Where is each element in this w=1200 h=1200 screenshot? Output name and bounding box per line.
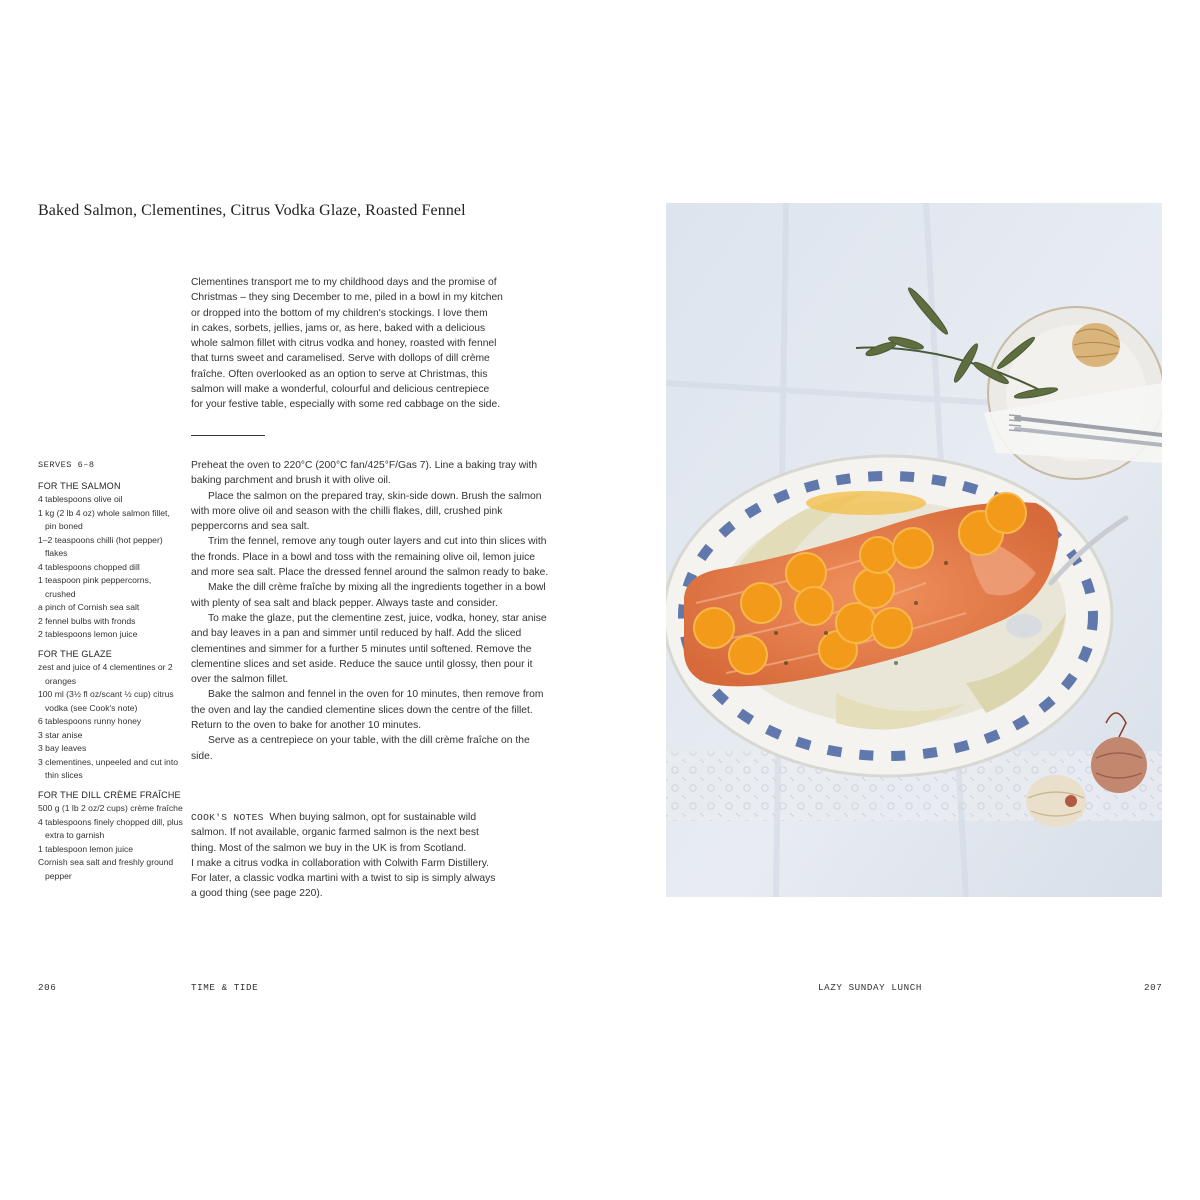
ingredient-item: 1–2 teaspoons chilli (hot pepper) flakes xyxy=(38,534,163,558)
ingredient-item: 6 tablespoons runny honey xyxy=(38,716,142,726)
ingredient-item: 500 g (1 lb 2 oz/2 cups) crème fraîche xyxy=(38,803,183,813)
method-paragraph: Trim the fennel, remove any tough outer layers and cut into thin slices with the fronds. Place in a bowl and toss with the remaining olive oil, lemon juice and more sea salt. Place the dressed fennel around the salmon ready to bake. xyxy=(191,536,549,579)
ingredient-list-salmon xyxy=(38,493,183,642)
ingredient-item: a pinch of Cornish sea salt xyxy=(38,602,140,612)
ingredients-column xyxy=(38,459,183,889)
ingredient-item: 1 tablespoon lemon juice xyxy=(38,843,134,854)
method-text xyxy=(191,458,551,764)
ingredient-item: 4 tablespoons olive oil xyxy=(38,494,123,504)
method-paragraph: Serve as a centrepiece on your table, with the dill crème fraîche on the side. xyxy=(191,735,530,762)
ingredient-item: 3 bay leaves xyxy=(38,743,87,753)
ingredient-item: 1 teaspoon pink peppercorns, crushed xyxy=(38,575,152,599)
cooks-notes xyxy=(191,810,551,902)
ingredient-heading-salmon: FOR THE SALMON xyxy=(38,480,121,491)
ingredient-item: 4 tablespoons chopped dill xyxy=(38,561,140,572)
serves-label: SERVES 6–8 xyxy=(38,460,95,470)
ingredient-item: 4 tablespoons finely chopped dill, plus extra to garnish xyxy=(38,816,183,840)
ingredient-item: 3 star anise xyxy=(38,729,83,740)
ingredient-list-dill xyxy=(38,802,183,883)
ingredient-item: zest and juice of 4 clementines or 2 oranges xyxy=(38,662,173,686)
right-page-number: 207 xyxy=(1144,982,1163,993)
ingredient-item: 100 ml (3½ fl oz/scant ½ cup) citrus vodka (see Cook's note) xyxy=(38,689,174,713)
recipe-title: Baked Salmon, Clementines, Citrus Vodka Glaze, Roasted Fennel xyxy=(38,202,466,219)
cooks-notes-text: When buying salmon, opt for sustainable wild salmon. If not available, organic farmed salmon is the next best thing. Most of the salmon we buy in the UK is from Scotland. I make a citrus vodka in collaboration with Colwith Farm Distillery. For later, a classic vodka martini with a twist to sip is simply always a good thing (see page 220). xyxy=(191,812,496,900)
ingredient-item: 2 tablespoons lemon juice xyxy=(38,629,138,639)
section-divider xyxy=(191,435,265,436)
ingredient-heading-glaze: FOR THE GLAZE xyxy=(38,648,112,659)
left-page-number: 206 xyxy=(38,982,57,993)
cooks-notes-heading: COOK'S NOTES xyxy=(191,812,264,823)
method-paragraph: Preheat the oven to 220°C (200°C fan/425°F/Gas 7). Line a baking tray with baking parchment and brush it with olive oil. xyxy=(191,460,538,487)
food-photograph xyxy=(666,203,1162,897)
ingredient-item: 3 clementines, unpeeled and cut into thin slices xyxy=(38,756,178,780)
method-paragraph: To make the glaze, put the clementine zest, juice, vodka, honey, star anise and bay leaves in a pan and simmer until reduced by half. Add the sliced clementines and simmer for a further 5 minutes until softened. Remove the clementine slices and set aside. Reduce the sauce until glossy, then pour it over the salmon fillet. xyxy=(191,612,547,686)
ingredient-item: 1 kg (2 lb 4 oz) whole salmon fillet, pin boned xyxy=(38,507,170,531)
ingredient-heading-dill: FOR THE DILL CRÈME FRAÎCHE xyxy=(38,789,181,800)
ingredient-item: 2 fennel bulbs with fronds xyxy=(38,615,136,626)
ingredient-list-glaze xyxy=(38,661,183,783)
method-paragraph: Make the dill crème fraîche by mixing all the ingredients together in a bowl with plenty of sea salt and black pepper. Always taste and consider. xyxy=(191,582,546,609)
recipe-intro: Clementines transport me to my childhood days and the promise of Christmas – they sing December to me, piled in a bowl in my kitchen or dropped into the bottom of my children's stockings. I love them in cakes, sorbets, jellies, jams or, as here, baked with a delicious whole salmon fillet with citrus vodka and honey, roasted with fennel that turns sweet and caramelised. Serve with dollops of dill crème fraîche. Often overlooked as an option to serve at Christmas, this salmon will make a wonderful, colourful and delicious centrepiece for your festive table, especially with some red cabbage on the side. xyxy=(191,277,503,411)
left-running-title: TIME & TIDE xyxy=(191,982,259,993)
method-paragraph: Place the salmon on the prepared tray, skin-side down. Brush the salmon with more olive oil and season with the chilli flakes, dill, crushed pink peppercorns and sea salt. xyxy=(191,490,542,533)
method-paragraph: Bake the salmon and fennel in the oven for 10 minutes, then remove from the oven and lay the candied clementine slices down the centre of the fillet. Return to the oven to bake for another 10 minutes. xyxy=(191,689,544,732)
ingredient-item: Cornish sea salt and freshly ground pepper xyxy=(38,857,174,881)
right-running-title: LAZY SUNDAY LUNCH xyxy=(818,982,922,993)
